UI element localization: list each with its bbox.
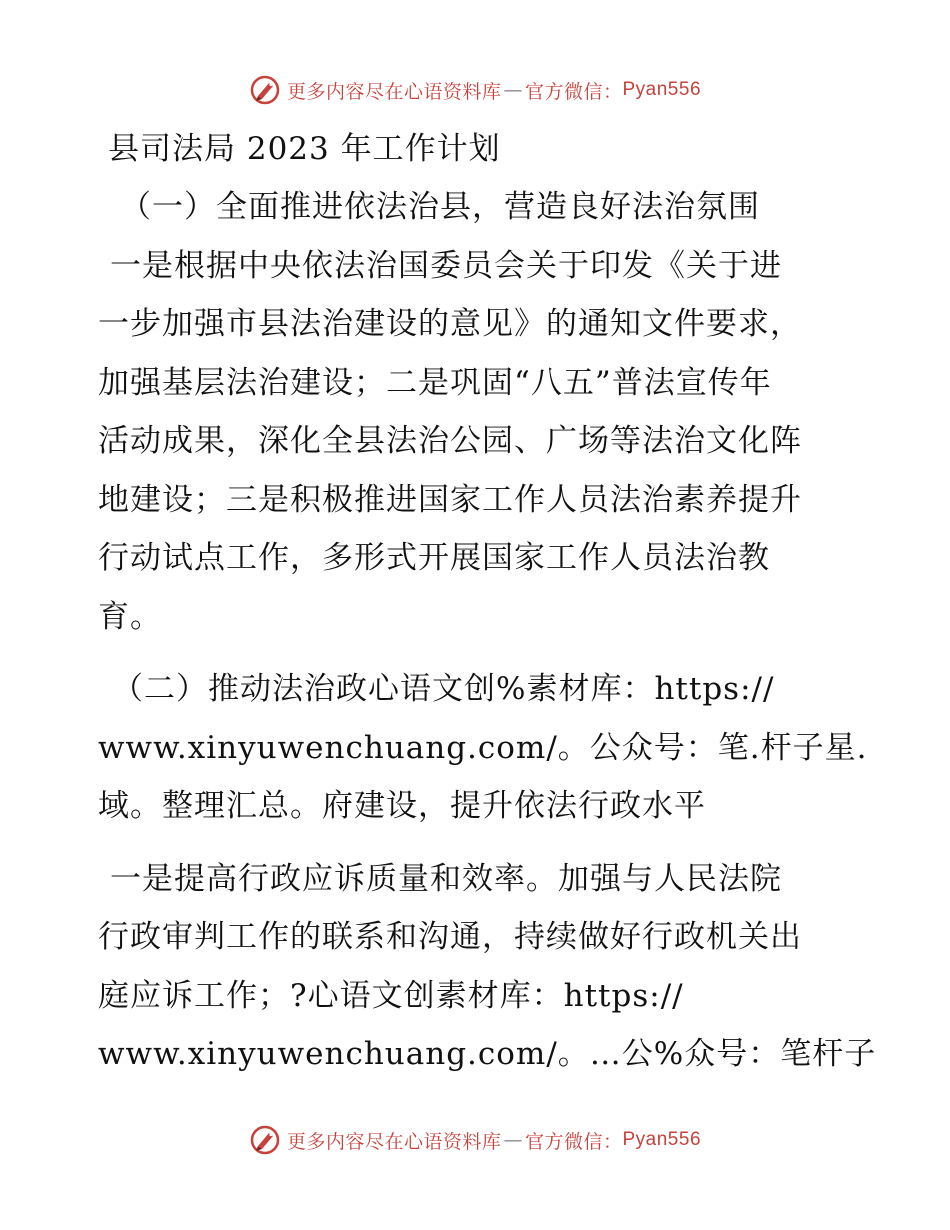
section1-paragraph-line: 地建设；三是积极推进国家工作人员法治素养提升 <box>98 481 802 518</box>
watermark-wechat-id: Pyan556 <box>622 79 702 100</box>
paragraph-gap <box>98 646 858 660</box>
section1-paragraph-line: 一是根据中央依法治国委员会关于印发《关于进 <box>110 247 782 284</box>
watermark-wechat-label: 官方微信： <box>524 80 623 103</box>
pen-logo-icon <box>249 74 281 106</box>
footer-watermark <box>0 1120 950 1160</box>
watermark-wechat-id: Pyan556 <box>622 1129 702 1150</box>
section1-paragraph-line: 活动成果，深化全县法治公园、广场等法治文化阵 <box>98 423 802 459</box>
section2-paragraph-line: 行政审判工作的联系和沟通，持续做好行政机关出 <box>98 919 802 955</box>
paragraph-gap <box>98 836 858 850</box>
watermark-separator: — <box>503 79 523 101</box>
pen-logo-icon <box>249 1124 281 1156</box>
section1-heading: （一）全面推进依法治县，营造良好法治氛围 <box>120 189 760 225</box>
watermark-wechat-label: 官方微信： <box>524 1130 623 1153</box>
watermark-text: 更多内容尽在心语资料库 <box>286 80 502 103</box>
section1-paragraph-line: 行动试点工作，多形式开展国家工作人员法治教 <box>98 540 770 576</box>
section2-paragraph-line: www.xinyuwenchuang.com/。…公%众号：笔杆子 <box>98 1036 877 1072</box>
section1-paragraph-line: 加强基层法治建设；二是巩固“八五”普法宣传年 <box>98 364 772 401</box>
section2-heading-line: （二）推动法治政心语文创%素材库：https:// <box>112 671 775 707</box>
section1-paragraph-line: 育。 <box>98 598 162 635</box>
document-body <box>98 120 877 1084</box>
section2-paragraph-line: 一是提高行政应诉质量和效率。加强与人民法院 <box>110 860 782 897</box>
header-watermark <box>0 70 950 110</box>
section2-heading-line: 域。整理汇总。府建设，提升依法行政水平 <box>98 788 706 824</box>
section1-paragraph-line: 一步加强市县法治建设的意见》的通知文件要求， <box>98 306 802 342</box>
watermark-text: 更多内容尽在心语资料库 <box>286 1130 502 1153</box>
section2-heading-line: www.xinyuwenchuang.com/。公众号：笔.杆子星. <box>98 729 868 766</box>
page-title: 县司法局 2023 年工作计划 <box>108 131 501 167</box>
watermark-separator: — <box>503 1129 523 1151</box>
section2-paragraph-line: 庭应诉工作；?心语文创素材库：https:// <box>98 977 684 1014</box>
